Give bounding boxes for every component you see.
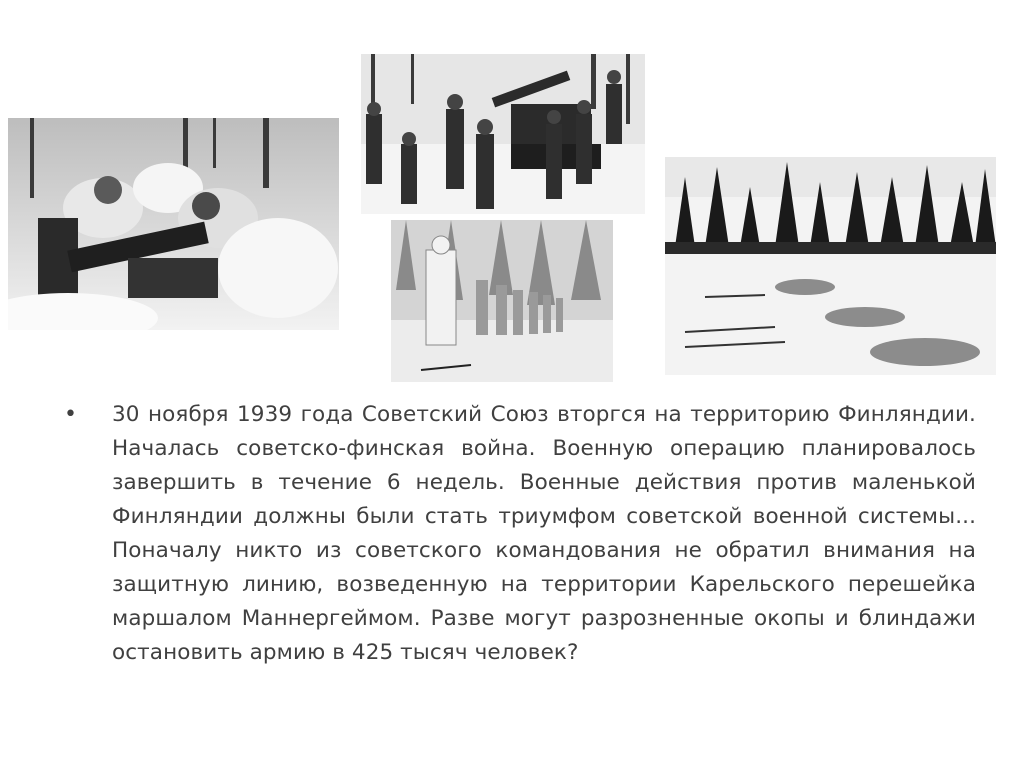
slide-text-block [64,398,976,670]
photo-soldiers-machine-gun [8,118,339,330]
photo-riflemen-prone-snow [665,157,996,375]
slide-paragraph: 30 ноября 1939 года Советский Союз вторгся на территорию Финляндии. Началась советско-финская война. Военную операцию планировалось завершить в течение 6 недель. Военные действия против маленькой Финляндии должны были стать триумфом советской военной системы... Поначалу никто из советского командования не обратил внимания на защитную линию, возведенную на территории Карельского перешейка маршалом Маннергеймом. Разве могут разрозненные окопы и блиндажи остановить армию в 425 тысяч человек? [112,402,976,665]
photo-ski-troops-column [391,220,613,382]
bullet-point: • [64,402,77,427]
photo-artillery-crew [361,54,645,214]
